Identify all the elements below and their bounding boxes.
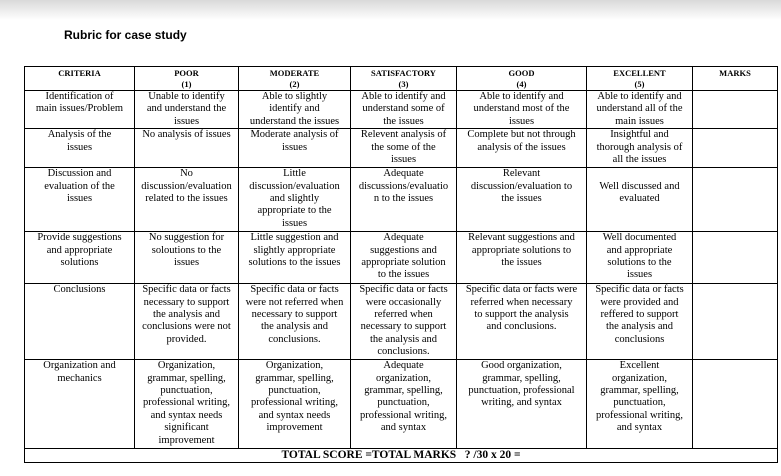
header-row: [25, 67, 778, 91]
poor-cell: Specific data or facts necessary to support the analysis and conclusions were not provided.: [135, 284, 239, 360]
document-title: Rubric for case study: [64, 28, 187, 42]
total-score-cell: [25, 449, 778, 463]
rubric-row-conclusions: [25, 284, 778, 360]
criteria-cell: Discussion and evaluation of the issues: [25, 168, 135, 232]
criteria-cell: Organization and mechanics: [25, 360, 135, 449]
poor-cell: Organization, grammar, spelling, punctuation, professional writing, and syntax needs significant improvement: [135, 360, 239, 449]
marks-cell[interactable]: [693, 360, 778, 449]
excellent-cell: Specific data or facts were provided and reffered to support the analysis and conclusions: [587, 284, 693, 360]
marks-cell[interactable]: [693, 284, 778, 360]
poor-cell: Unable to identify and understand the issues: [135, 91, 239, 129]
criteria-cell: Conclusions: [25, 284, 135, 360]
header-criteria: CRITERIA: [25, 67, 135, 91]
total-score-label: TOTAL SCORE =TOTAL MARKS ? /30 x 20 =: [281, 449, 521, 462]
criteria-cell: Analysis of the issues: [25, 129, 135, 168]
moderate-cell: Moderate analysis of issues: [239, 129, 351, 168]
header-satisfactory: SATISFACTORY (3): [351, 67, 457, 91]
moderate-cell: Specific data or facts were not referred when necessary to support the analysis and conclusions.: [239, 284, 351, 360]
rubric-row-organization: [25, 360, 778, 449]
page-top-shadow: [0, 0, 781, 20]
rubric-table: [24, 66, 778, 463]
marks-cell[interactable]: [693, 129, 778, 168]
satisfactory-cell: Adequate suggestions and appropriate solution to the issues: [351, 232, 457, 284]
good-cell: Relevant discussion/evaluation to the issues: [457, 168, 587, 232]
moderate-cell: Little discussion/evaluation and slightly appropriate to the issues: [239, 168, 351, 232]
header-moderate: MODERATE (2): [239, 67, 351, 91]
excellent-cell: Excellent organization, grammar, spelling, punctuation, professional writing, and syntax: [587, 360, 693, 449]
satisfactory-cell: Relevent analysis of the some of the issues: [351, 129, 457, 168]
marks-cell[interactable]: [693, 168, 778, 232]
good-cell: Good organization, grammar, spelling, punctuation, professional writing, and syntax: [457, 360, 587, 449]
criteria-cell: Identification of main issues/Problem: [25, 91, 135, 129]
satisfactory-cell: Adequate organization, grammar, spelling, punctuation, professional writing, and syntax: [351, 360, 457, 449]
header-excellent: EXCELLENT (5): [587, 67, 693, 91]
excellent-cell: Able to identify and understand all of the main issues: [587, 91, 693, 129]
good-cell: Able to identify and understand most of the issues: [457, 91, 587, 129]
header-marks: MARKS: [693, 67, 778, 91]
marks-cell[interactable]: [693, 232, 778, 284]
poor-cell: No discussion/evaluation related to the issues: [135, 168, 239, 232]
excellent-cell: Well discussed and evaluated: [587, 168, 693, 232]
rubric-row-suggestions: [25, 232, 778, 284]
rubric-row-discussion: [25, 168, 778, 232]
header-good: GOOD (4): [457, 67, 587, 91]
rubric-row-identification: [25, 91, 778, 129]
excellent-cell: Well documented and appropriate solutions to the issues: [587, 232, 693, 284]
total-row: [25, 449, 778, 463]
moderate-cell: Able to slightly identify and understand the issues: [239, 91, 351, 129]
satisfactory-cell: Specific data or facts were occasionally referred when necessary to support the analysis and conclusions.: [351, 284, 457, 360]
excellent-cell: Insightful and thorough analysis of all the issues: [587, 129, 693, 168]
good-cell: Relevant suggestions and appropriate solutions to the issues: [457, 232, 587, 284]
poor-cell: No suggestion for soloutions to the issues: [135, 232, 239, 284]
moderate-cell: Little suggestion and slightly appropriate solutions to the issues: [239, 232, 351, 284]
good-cell: Specific data or facts were referred when necessary to support the analysis and conclusions.: [457, 284, 587, 360]
good-cell: Complete but not through analysis of the issues: [457, 129, 587, 168]
moderate-cell: Organization, grammar, spelling, punctuation, professional writing, and syntax needs improvement: [239, 360, 351, 449]
rubric-row-analysis: [25, 129, 778, 168]
poor-cell: No analysis of issues: [135, 129, 239, 168]
marks-cell[interactable]: [693, 91, 778, 129]
satisfactory-cell: Adequate discussions/evaluatio n to the issues: [351, 168, 457, 232]
criteria-cell: Provide suggestions and appropriate solutions: [25, 232, 135, 284]
satisfactory-cell: Able to identify and understand some of the issues: [351, 91, 457, 129]
header-poor: POOR (1): [135, 67, 239, 91]
